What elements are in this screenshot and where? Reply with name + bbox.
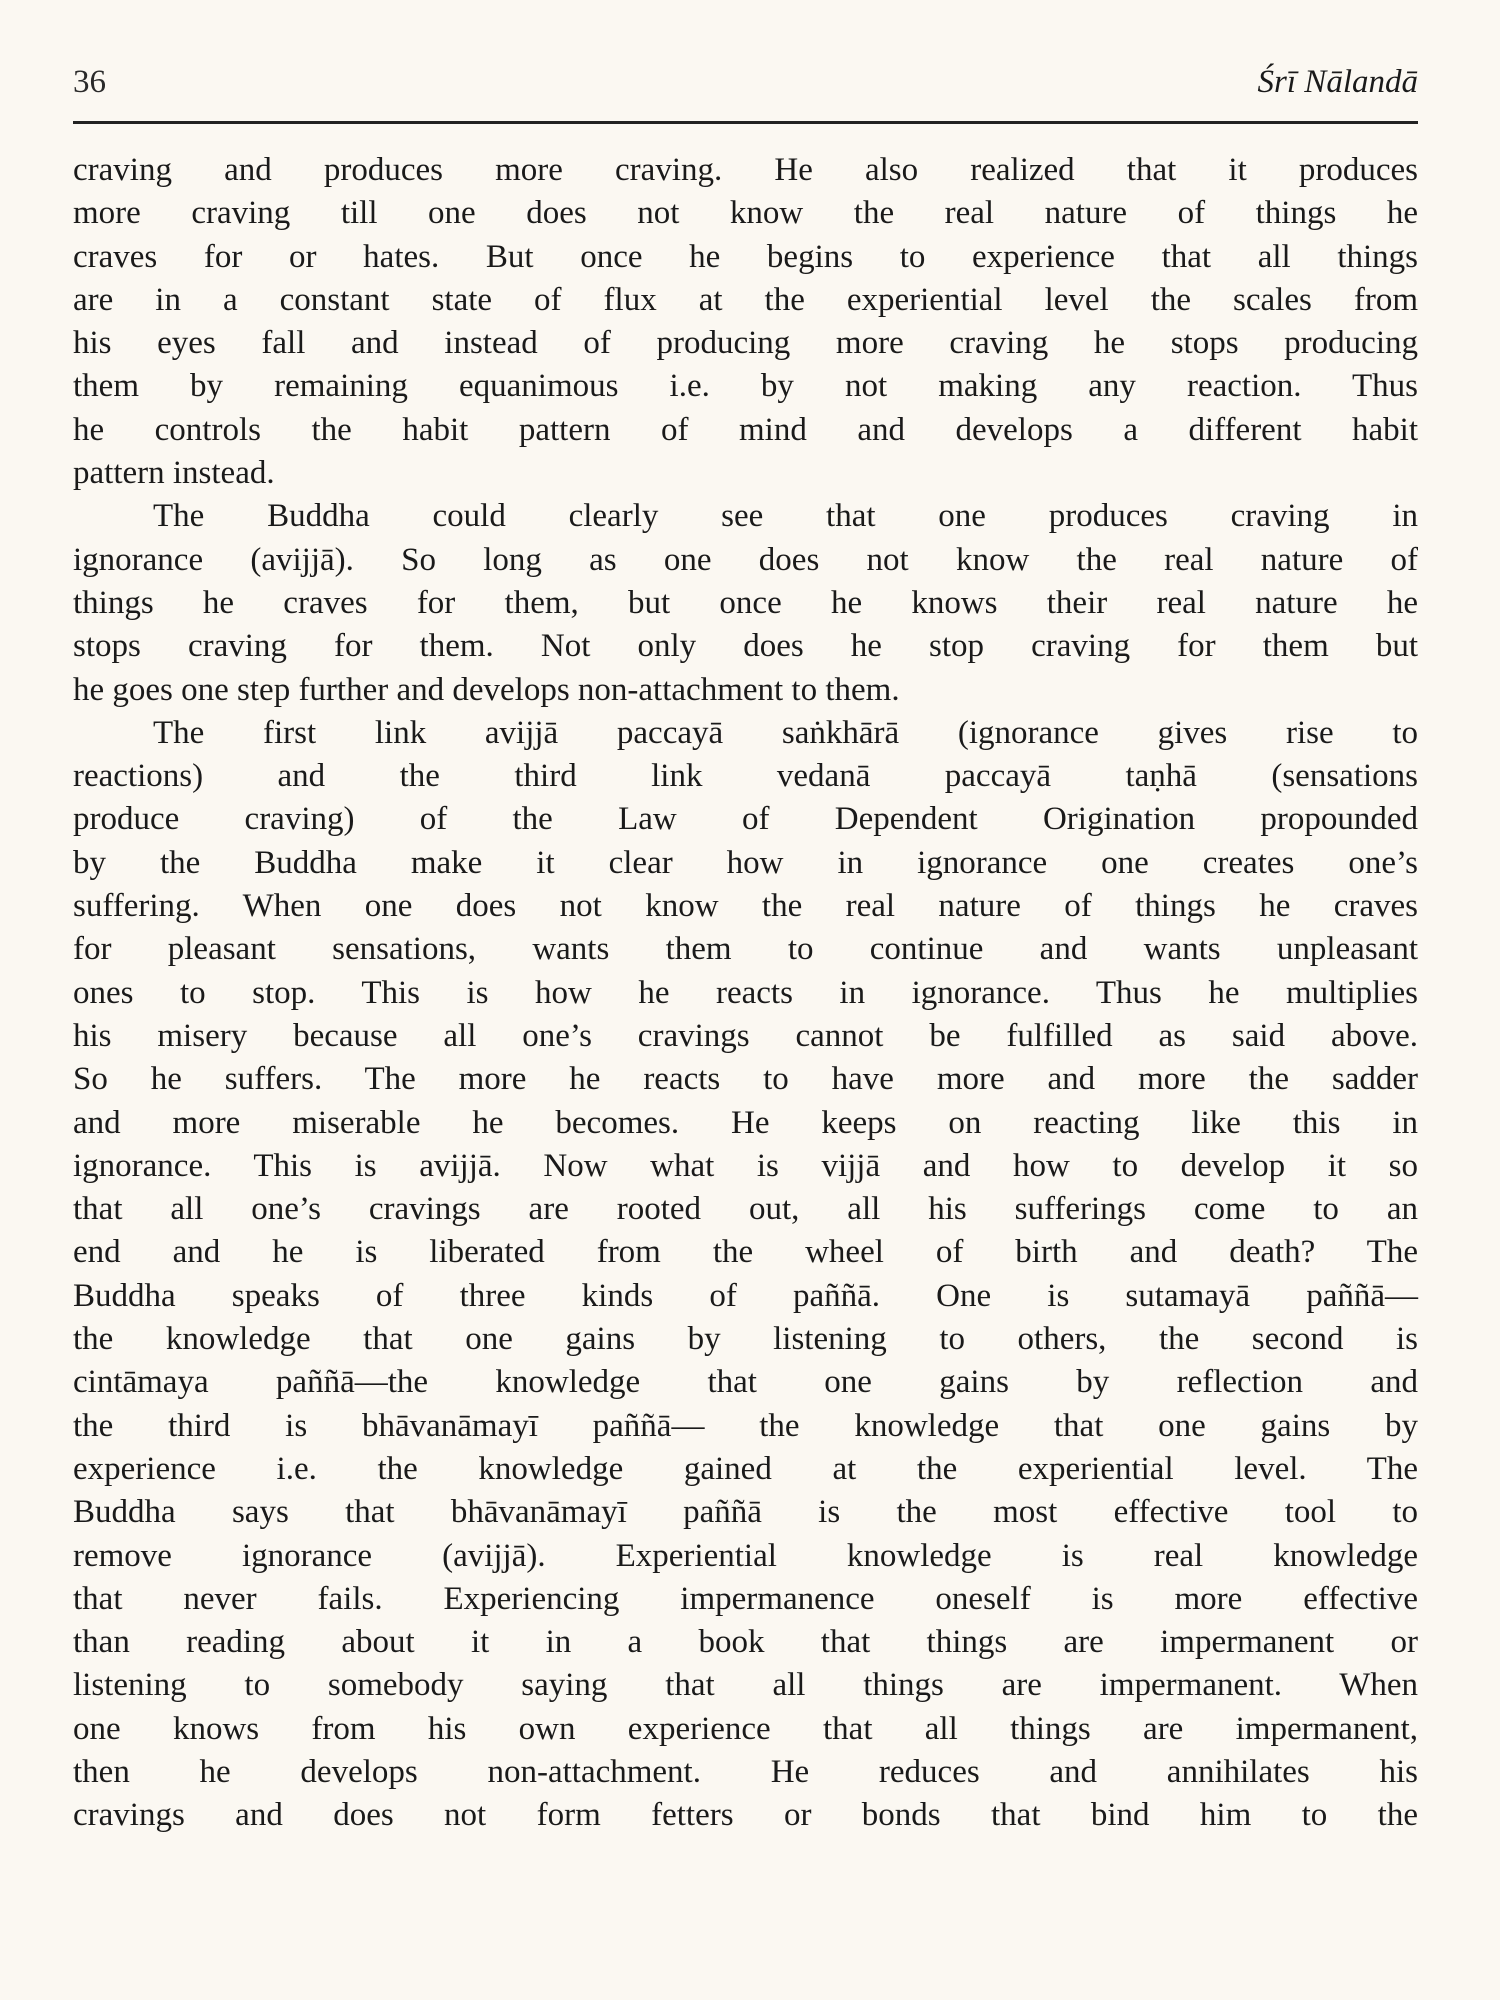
- header-rule: [73, 121, 1418, 124]
- text-line: he controls the habit pattern of mind and develops a different habit: [73, 411, 1418, 448]
- page-header: [73, 58, 1418, 118]
- text-line: more craving till one does not know the real nature of things he: [73, 195, 1418, 232]
- text-line: the knowledge that one gains by listening to others, the second is: [73, 1321, 1418, 1358]
- text-line: ignorance. This is avijjā. Now what is vijjā and how to develop it so: [73, 1147, 1418, 1184]
- text-line: cintāmaya paññā—the knowledge that one gains by reflection and: [73, 1364, 1418, 1401]
- text-line: craving and produces more craving. He also realized that it produces: [73, 152, 1418, 188]
- text-line: for pleasant sensations, wants them to continue and wants unpleasant: [73, 931, 1418, 968]
- text-line: ones to stop. This is how he reacts in ignorance. Thus he multiplies: [73, 974, 1418, 1011]
- text-line: experience i.e. the knowledge gained at the experiential level. The: [73, 1450, 1418, 1487]
- text-line: produce craving) of the Law of Dependent Origination propounded: [73, 801, 1418, 838]
- text-line: the third is bhāvanāmayī paññā— the knowledge that one gains by: [73, 1407, 1418, 1444]
- text-line: listening to somebody saying that all things are impermanent. When: [73, 1667, 1418, 1704]
- text-line: one knows from his own experience that all things are impermanent,: [73, 1710, 1418, 1747]
- running-title: Śrī Nālandā: [1257, 64, 1418, 100]
- text-line: So he suffers. The more he reacts to have more and more the sadder: [73, 1061, 1418, 1098]
- text-line: and more miserable he becomes. He keeps on reacting like this in: [73, 1104, 1418, 1141]
- text-line: end and he is liberated from the wheel of birth and death? The: [73, 1234, 1418, 1271]
- text-line: cravings and does not form fetters or bonds that bind him to the: [73, 1797, 1418, 1834]
- text-line: then he develops non-attachment. He reduces and annihilates his: [73, 1753, 1418, 1790]
- text-line: he goes one step further and develops non-attachment to them.: [73, 671, 900, 708]
- text-line: them by remaining equanimous i.e. by not making any reaction. Thus: [73, 368, 1418, 405]
- text-line: his misery because all one’s cravings cannot be fulfilled as said above.: [73, 1017, 1418, 1054]
- text-line: stops craving for them. Not only does he stop craving for them but: [73, 628, 1418, 665]
- page-number: 36: [73, 64, 106, 100]
- text-line: craves for or hates. But once he begins to experience that all things: [73, 238, 1418, 275]
- paragraph-start-line: The Buddha could clearly see that one produces craving in: [153, 498, 1418, 535]
- body-text: [73, 149, 1418, 1838]
- text-line: reactions) and the third link vedanā paccayā taṇhā (sensations: [73, 758, 1418, 795]
- text-line: his eyes fall and instead of producing more craving he stops producing: [73, 325, 1418, 362]
- text-line: by the Buddha make it clear how in ignorance one creates one’s: [73, 844, 1418, 881]
- text-line: are in a constant state of flux at the experiential level the scales from: [73, 281, 1418, 318]
- paragraph-start-line: The first link avijjā paccayā saṅkhārā (ignorance gives rise to: [153, 714, 1418, 751]
- text-line: Buddha says that bhāvanāmayī paññā is the most effective tool to: [73, 1494, 1418, 1531]
- text-line: pattern instead.: [73, 455, 275, 492]
- text-line: than reading about it in a book that things are impermanent or: [73, 1624, 1418, 1661]
- text-line: ignorance (avijjā). So long as one does not know the real nature of: [73, 541, 1418, 578]
- text-line: Buddha speaks of three kinds of paññā. One is sutamayā paññā—: [73, 1277, 1418, 1314]
- text-line: remove ignorance (avijjā). Experiential knowledge is real knowledge: [73, 1537, 1418, 1574]
- text-line: that never fails. Experiencing impermanence oneself is more effective: [73, 1580, 1418, 1617]
- text-line: that all one’s cravings are rooted out, all his sufferings come to an: [73, 1191, 1418, 1228]
- text-line: things he craves for them, but once he knows their real nature he: [73, 584, 1418, 621]
- text-line: suffering. When one does not know the real nature of things he craves: [73, 888, 1418, 925]
